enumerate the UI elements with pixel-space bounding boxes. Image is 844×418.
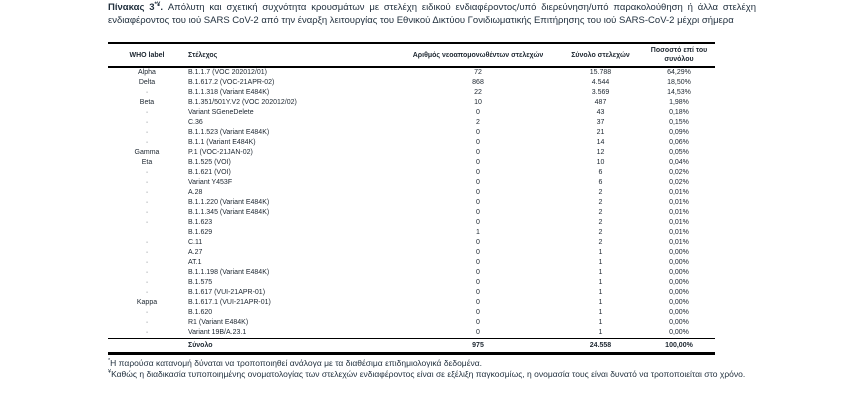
table-row (108, 128, 715, 138)
cell-new_isolates: 0 (476, 319, 480, 326)
footnote-1 (108, 358, 748, 369)
cell-pct: 0,00% (669, 299, 689, 306)
table-row (108, 248, 715, 258)
cell-pct: 0,09% (669, 129, 689, 136)
total-row-spacer (108, 339, 186, 354)
cell-pct: 0,02% (669, 179, 689, 186)
cell-total: 37 (596, 119, 605, 126)
cell-who: Delta (138, 79, 156, 86)
cell-who: · (145, 89, 149, 96)
cell-pct: 0,15% (669, 119, 689, 126)
cell-who: · (145, 109, 149, 116)
cell-who: · (145, 329, 149, 336)
cell-strain: Variant 19B/A.23.1 (188, 329, 247, 336)
table-row (108, 108, 715, 118)
cell-total: 1 (598, 259, 603, 266)
cell-total: 2 (598, 219, 603, 226)
cell-total: 15.788 (589, 69, 612, 76)
cell-strain: B.1.1.198 (Variant E484K) (188, 269, 270, 276)
cell-pct: 1,98% (669, 99, 689, 106)
cell-who: · (145, 279, 149, 286)
table-row (108, 208, 715, 218)
report-page (108, 2, 756, 380)
cell-new_isolates: 0 (476, 189, 480, 196)
cell-total: 1 (598, 289, 603, 296)
cell-new_isolates: 0 (476, 159, 480, 166)
cell-strain: B.1.525 (VOI) (188, 159, 231, 166)
footnote-1-marker: * (108, 358, 111, 365)
cell-new_isolates: 0 (476, 239, 480, 246)
cell-who: · (145, 199, 149, 206)
table-row (108, 198, 715, 208)
cell-strain: B.1.623 (188, 219, 213, 226)
footnote-1-text: Η παρούσα κατανομή δύναται να τροποποιηθεί ανάλογα με τα διαθέσιμα επιδημιολογικά δεδομένα. (110, 358, 483, 368)
cell-who (108, 228, 186, 238)
cell-who: · (145, 119, 149, 126)
cell-pct: 14,53% (667, 89, 691, 96)
cell-total: 1 (598, 269, 603, 276)
footnote-2-marker: ¥ (108, 369, 112, 376)
cell-pct: 0,01% (669, 239, 689, 246)
cell-total: 1 (598, 249, 603, 256)
col-header-strain: Στέλεχος (186, 43, 398, 67)
cell-total: 1 (598, 309, 603, 316)
cell-new_isolates: 2 (476, 119, 480, 126)
cell-new_isolates: 868 (472, 79, 484, 86)
cell-new_isolates: 0 (476, 329, 480, 336)
cell-new_isolates: 0 (476, 279, 480, 286)
cell-total: 4.544 (591, 79, 610, 86)
cell-total: 43 (596, 109, 605, 116)
cell-pct: 64,29% (667, 69, 691, 76)
col-header-new-isolates: Αριθμός νεοαπομονωθέντων στελεχών (398, 43, 558, 67)
cell-strain: A.27 (188, 249, 203, 256)
cell-pct: 0,00% (669, 329, 689, 336)
cell-new_isolates: 0 (476, 269, 480, 276)
cell-pct: 0,01% (669, 219, 689, 226)
table-row (108, 148, 715, 158)
cell-who: · (145, 319, 149, 326)
cell-strain: B.1.620 (188, 309, 213, 316)
cell-total: 3.569 (591, 89, 610, 96)
cell-pct: 0,00% (669, 279, 689, 286)
table-row (108, 78, 715, 88)
table-row (108, 328, 715, 339)
table-row (108, 288, 715, 298)
cell-new_isolates: 0 (476, 179, 480, 186)
table-header (108, 43, 715, 67)
cell-strain: Variant Y453F (188, 179, 233, 186)
table-row (108, 308, 715, 318)
cell-pct: 0,01% (669, 209, 689, 216)
footnote-2 (108, 369, 748, 380)
total-strains: 24.558 (558, 339, 643, 354)
cell-who: · (145, 169, 149, 176)
cell-total: 21 (596, 129, 605, 136)
cell-total: 2 (598, 199, 603, 206)
cell-pct: 0,00% (669, 259, 689, 266)
cell-pct: 0,01% (669, 189, 689, 196)
cell-pct: 0,04% (669, 159, 689, 166)
table-row (108, 268, 715, 278)
cell-strain: B.1.351/501Y.V2 (VOC 202012/02) (188, 99, 297, 106)
total-percentage: 100,00% (643, 339, 715, 354)
col-header-percentage: Ποσοστό επί του συνόλου (643, 43, 715, 67)
cell-total: 12 (596, 149, 605, 156)
cell-strain: B.1.1.220 (Variant E484K) (188, 199, 270, 206)
table-row (108, 258, 715, 268)
table-row (108, 67, 715, 78)
cell-who: · (145, 289, 149, 296)
cell-total: 2 (598, 189, 603, 196)
cell-new_isolates: 1 (476, 229, 480, 236)
cell-strain: P.1 (VOC-21JAN-02) (188, 149, 253, 156)
cell-strain: A.28 (188, 189, 203, 196)
header-row (108, 43, 715, 67)
cell-who: Alpha (138, 69, 156, 76)
cell-who: · (145, 239, 149, 246)
table-row (108, 138, 715, 148)
cell-total: 487 (594, 99, 607, 106)
table-row (108, 278, 715, 288)
caption-footnote-markers: *¥ (154, 0, 161, 8)
table-row (108, 98, 715, 108)
cell-strain: AT.1 (188, 259, 202, 266)
cell-strain: B.1.617.2 (VOC-21APR-02) (188, 79, 275, 86)
cell-new_isolates: 0 (476, 249, 480, 256)
cell-who: Gamma (134, 149, 160, 156)
cell-strain: B.1.1.318 (Variant E484K) (188, 89, 270, 96)
cell-strain: B.1.617.1 (VUI-21APR-01) (188, 299, 271, 306)
caption-text: Απόλυτη και σχετική συχνότητα κρουσμάτων με στελέχη ειδικού ενδιαφέροντος/υπό διερεύνηση/υπό παρακολούθηση ή άλλα στελέχη ενδιαφέροντος του ιού SARS CoV-2 από την έναρξη λειτουργίας του Εθνικού Δικτύου Γονιδιωματικής Επιτήρησης του ιού SARS-CoV-2 μέχρι σήμερα (108, 2, 756, 26)
cell-total: 6 (598, 169, 603, 176)
cell-strain: B.1.1 (Variant E484K) (188, 139, 256, 146)
table-row (108, 318, 715, 328)
cell-pct: 18,50% (667, 79, 691, 86)
cell-pct: 0,18% (669, 109, 689, 116)
cell-strain: B.1.621 (VOI) (188, 169, 231, 176)
cell-strain: B.1.629 (188, 229, 213, 236)
cell-strain: C.11 (188, 239, 203, 246)
cell-total: 2 (598, 229, 603, 236)
cell-strain: Variant SGeneDelete (188, 109, 254, 116)
cell-who: Kappa (136, 299, 158, 306)
total-new-isolates: 975 (398, 339, 558, 354)
cell-new_isolates: 22 (474, 89, 482, 96)
cell-strain: R1 (Variant E484K) (188, 319, 249, 326)
col-header-who-label: WHO label (108, 43, 186, 67)
cell-who: · (145, 219, 149, 226)
cell-new_isolates: 0 (476, 149, 480, 156)
cell-who: · (145, 309, 149, 316)
cell-strain: B.1.1.7 (VOC 202012/01) (188, 69, 267, 76)
table-footer (108, 339, 715, 354)
cell-total: 10 (596, 159, 605, 166)
total-row-label: Σύνολο (186, 339, 398, 354)
cell-total: 1 (598, 329, 603, 336)
cell-new_isolates: 10 (474, 99, 482, 106)
cell-total: 2 (598, 239, 603, 246)
cell-new_isolates: 0 (476, 199, 480, 206)
cell-who: · (145, 249, 149, 256)
table-row (108, 168, 715, 178)
cell-new_isolates: 0 (476, 209, 480, 216)
footnotes (108, 358, 748, 380)
table-row (108, 188, 715, 198)
table-row (108, 228, 715, 238)
cell-total: 6 (598, 179, 603, 186)
cell-strain: B.1.617 (VUI-21APR-01) (188, 289, 266, 296)
table-row (108, 88, 715, 98)
cell-pct: 0,00% (669, 309, 689, 316)
table-row (108, 218, 715, 228)
cell-strain: B.1.1.523 (Variant E484K) (188, 129, 270, 136)
total-row (108, 339, 715, 354)
cell-new_isolates: 0 (476, 219, 480, 226)
table-row (108, 158, 715, 168)
cell-new_isolates: 0 (476, 129, 480, 136)
table-row (108, 298, 715, 308)
cell-pct: 0,00% (669, 269, 689, 276)
caption-label: Πίνακας 3 (108, 2, 155, 13)
cell-pct: 0,02% (669, 169, 689, 176)
cell-total: 1 (598, 319, 603, 326)
cell-new_isolates: 0 (476, 109, 480, 116)
cell-who: · (145, 269, 149, 276)
table-row (108, 118, 715, 128)
table-row (108, 178, 715, 188)
table-row (108, 238, 715, 248)
cell-pct: 0,01% (669, 199, 689, 206)
cell-new_isolates: 0 (476, 299, 480, 306)
caption-separator: . (160, 2, 168, 13)
cell-strain: B.1.575 (188, 279, 213, 286)
cell-pct: 0,05% (669, 149, 689, 156)
cell-new_isolates: 0 (476, 139, 480, 146)
cell-new_isolates: 0 (476, 289, 480, 296)
cell-who: Beta (139, 99, 155, 106)
cell-new_isolates: 0 (476, 309, 480, 316)
footnote-2-text: Καθώς η διαδικασία τυποποιημένης ονοματολογίας των στελεχών ενδιαφέροντος είναι σε εξέλιξη παγκοσμίως, η ονομασία τους είναι δυνατό να τροποποιείται στο χρόνο. (111, 369, 746, 379)
cell-who: · (145, 129, 149, 136)
col-header-total-strains: Σύνολο στελεχών (558, 43, 643, 67)
cell-total: 2 (598, 209, 603, 216)
cell-total: 1 (598, 279, 603, 286)
cell-pct: 0,00% (669, 249, 689, 256)
cell-pct: 0,00% (669, 289, 689, 296)
table-body (108, 67, 715, 339)
cell-new_isolates: 0 (476, 169, 480, 176)
cell-total: 14 (596, 139, 605, 146)
cell-who: · (145, 259, 149, 266)
cell-who: · (145, 139, 149, 146)
cell-who: Eta (141, 159, 153, 166)
cell-pct: 0,06% (669, 139, 689, 146)
cell-total: 1 (598, 299, 603, 306)
table-caption (108, 2, 756, 27)
cell-who: · (145, 179, 149, 186)
cell-strain: B.1.1.345 (Variant E484K) (188, 209, 270, 216)
cell-pct: 0,00% (669, 319, 689, 326)
cell-new_isolates: 0 (476, 259, 480, 266)
cell-who: · (145, 209, 149, 216)
cell-strain: C.36 (188, 119, 203, 126)
variants-table (108, 42, 715, 355)
cell-who: · (145, 189, 149, 196)
cell-pct: 0,01% (669, 229, 689, 236)
cell-new_isolates: 72 (474, 69, 482, 76)
